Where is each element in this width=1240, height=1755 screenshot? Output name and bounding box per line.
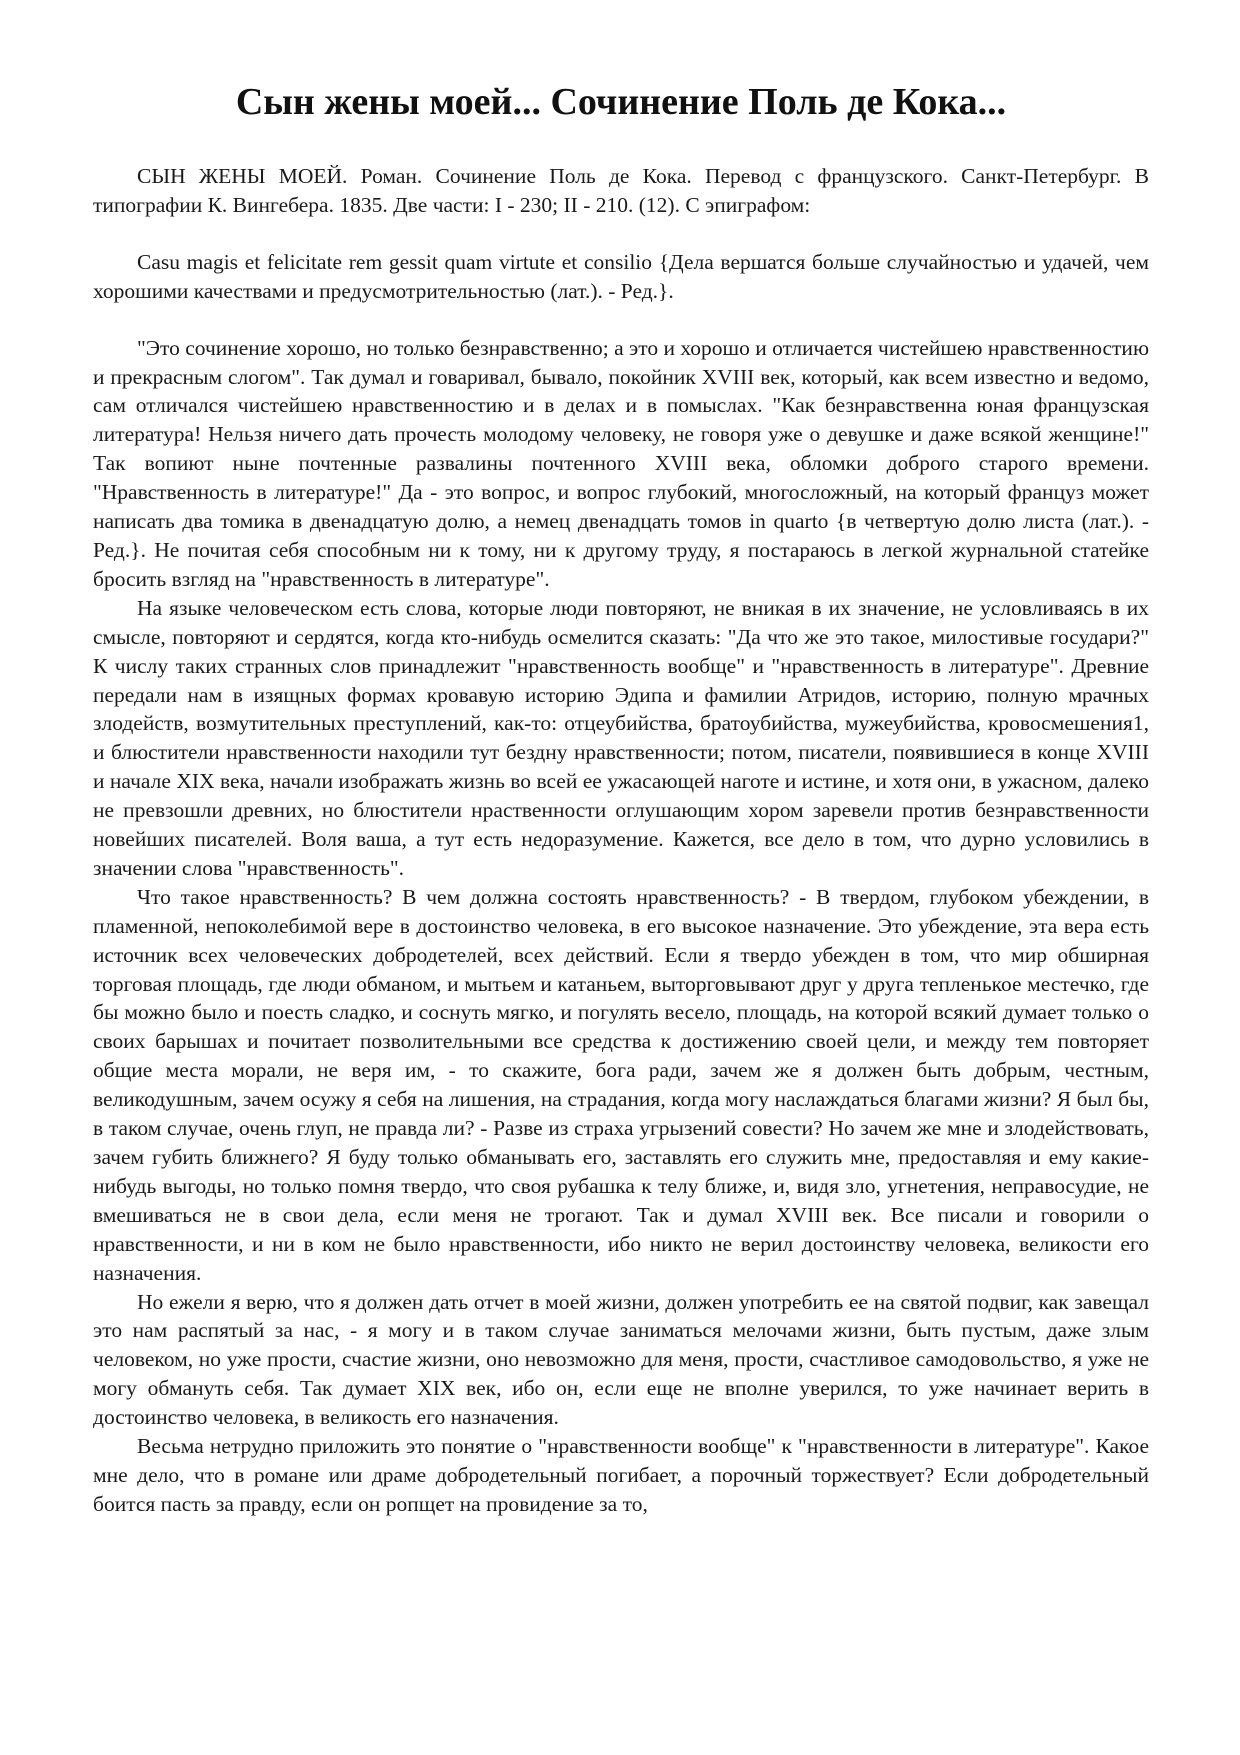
paragraph-publication-info: СЫН ЖЕНЫ МОЕЙ. Роман. Сочинение Поль де Кока. Перевод с французского. Санкт-Петербург. В типографии К. Вингебера. 1835. Две части: I - 230; II - 210. (12). С эпиграфом: <box>93 164 1149 217</box>
paragraph-epigraph: Casu magis et felicitate rem gessit quam virtute et consilio {Дела вершатся больше случайностью и удачей, чем хорошими качествами и предусмотрительностью (лат.). - Ред.}. <box>93 249 1149 303</box>
paragraph-body: Что такое нравственность? В чем должна состоять нравственность? - В твердом, глубоком убеждении, в пламенной, непоколебимой вере в достоинство человека, в его высокое назначение. Это убеждение, эта вера есть источник всех человеческих добродетелей, всех действий. Если я твердо убежден в том, что мир обширная торговая площадь, где люди обманом, и мытьем и катаньем, выторговывают друг у друга тепленькое местечко, где бы можно было и поесть сладко, и соснуть мягко, и погулять весело, площадь, на которой всякий думает только о своих барышах и почитает позволительными все средства к достижению своей цели, и между тем повторяет общие места морали, не веря им, - то скажите, бога ради, зачем же я должен быть добрым, честным, великодушным, зачем осужу я себя на лишения, на страдания, когда могу наслаждаться благами жизни? Я был бы, в таком случае, очень глуп, не правда ли? - Разве из страха угрызений совести? Но зачем же мне и злодействовать, зачем губить ближнего? Я буду только обманывать его, заставлять его служить мне, предоставляя и ему какие-нибудь выгоды, но только помня твердо, что своя рубашка к телу ближе, и, видя зло, угнетения, неправосудие, не вмешиваться не в свои дела, если меня не трогают. Так и думал XVIII век. Все писали и говорили о нравственности, и ни в ком не было нравственности, ибо никто не верил достоинству человека, великости его назначения. <box>93 884 1149 1285</box>
paragraph-body: "Это сочинение хорошо, но только безнравственно; а это и хорошо и отличается чистейшею нравственностию и прекрасным слогом". Так думал и говаривал, бывало, покойник XVIII век, который, как всем известно и ведомо, сам отличался чистейшею нравственностию и в делах и в помыслах. "Как безнравственна юная французская литература! Нельзя ничего дать прочесть молодому человеку, не говоря уже о девушке и даже всякой женщине!" Так вопиют ныне почтенные развалины почтенного XVIII века, обломки доброго старого времени. "Нравственность в литературе!" Да - это вопрос, и вопрос глубокий, многосложный, на который француз может написать два томика в двенадцатую долю, а немец двенадцать томов in quarto {в четвертую долю листа (лат.). - Ред.}. Не почитая себя способным ни к тому, ни к другому труду, я постараюсь в легкой журнальной статейке бросить взгляд на "нравственность в литературе". <box>93 335 1150 591</box>
document-title: Сын жены моей... Сочинение Поль де Кока... <box>235 81 1007 123</box>
paragraph-body: Но ежели я верю, что я должен дать отчет в моей жизни, должен употребить ее на святой подвиг, как завещал это нам распятый за нас, - я могу и в таком случае заниматься мелочами жизни, быть пустым, даже злым человеком, но уже прости, счастие жизни, оно невозможно для меня, прости, счастливое самодовольство, я уже не могу обмануть себя. Так думает XIX век, ибо он, если еще не вполне уверился, то уже начинает верить в достоинство человека, в великость его назначения. <box>93 1289 1149 1430</box>
document-page <box>93 78 1149 1519</box>
paragraph-body: Весьма нетрудно приложить это понятие о "нравственности вообще" к "нравственности в литературе". Какое мне дело, что в романе или драме добродетельный погибает, а порочный торжествует? Если добродетельный боится пасть за правду, если он ропщет на провидение за то, <box>93 1434 1149 1516</box>
paragraph-body: На языке человеческом есть слова, которые люди повторяют, не вникая в их значение, не условливаясь в их смысле, повторяют и сердятся, когда кто-нибудь осмелится сказать: "Да что же это такое, милостивые государи?" К числу таких странных слов принадлежит "нравственность вообще" и "нравственность в литературе". Древние передали нам в изящных формах кровавую историю Эдипа и фамилии Атридов, историю, полную мрачных злодейств, возмутительных преступлений, как-то: отцеубийства, братоубийства, мужеубийства, кровосмешения1, и блюстители нравственности находили тут бездну нравственности; потом, писатели, появившиеся в конце XVIII и начале XIX века, начали изображать жизнь во всей ее ужасающей наготе и истине, и хотя они, в ужасном, далеко не превзошли древних, но блюстители нраственности оглушающим хором заревели против безнравственности новейших писателей. Воля ваша, а тут есть недоразумение. Кажется, все дело в том, что дурно условились в значении слова "нравственность". <box>93 595 1149 880</box>
